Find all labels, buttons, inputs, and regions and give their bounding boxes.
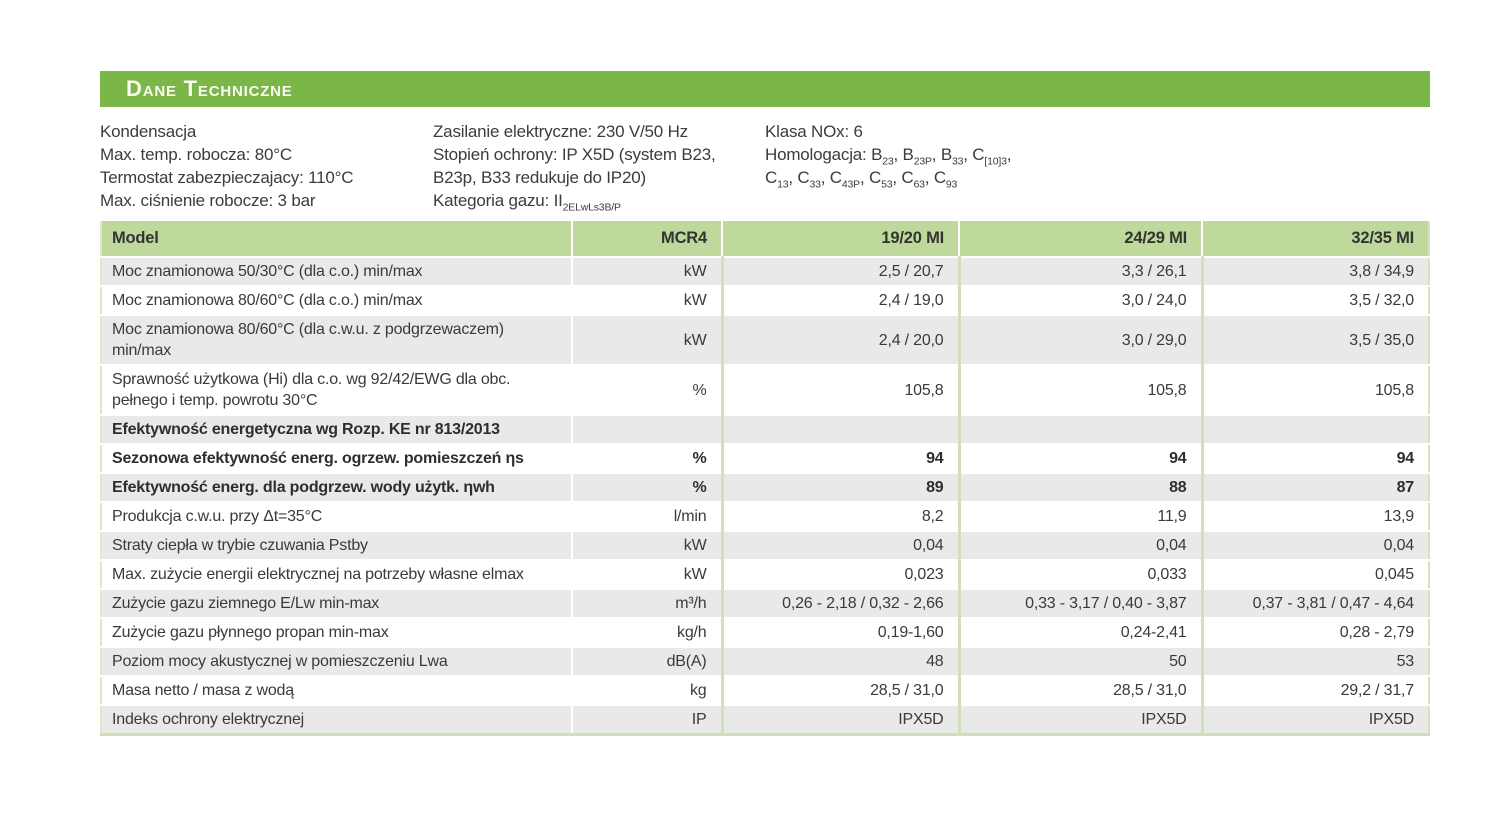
row-value: 3,5 / 32,0: [1202, 286, 1429, 315]
row-value: IPX5D: [959, 705, 1202, 735]
row-value: 2,4 / 20,0: [722, 315, 959, 365]
table-row: [101, 560, 1429, 589]
row-label: Moc znamionowa 80/60°C (dla c.w.u. z podgrzewaczem) min/max: [101, 315, 572, 365]
intro-column-electrical: [433, 120, 765, 212]
row-value: 53: [1202, 647, 1429, 676]
row-label: Zużycie gazu ziemnego E/Lw min-max: [101, 589, 572, 618]
row-unit: dB(A): [572, 647, 722, 676]
row-unit: kW: [572, 315, 722, 365]
row-unit: kW: [572, 286, 722, 315]
table-header-row: [101, 221, 1429, 257]
spec-line: Stopień ochrony: IP X5D (system B23,: [433, 145, 716, 164]
row-label: Moc znamionowa 80/60°C (dla c.o.) min/max: [101, 286, 572, 315]
row-value: 3,5 / 35,0: [1202, 315, 1429, 365]
row-value: 0,19-1,60: [722, 618, 959, 647]
spec-line: Klasa NOx: 6: [765, 122, 863, 141]
intro-column-homologation: [765, 120, 1430, 212]
row-value: 3,0 / 24,0: [959, 286, 1202, 315]
table-row: [101, 473, 1429, 502]
row-unit: %: [572, 444, 722, 473]
spec-line: $C_{13}$, $C_{33}$, $C_{43P}$, $C_{53}$, $C_{63}$, $C_{93}$: [765, 168, 958, 191]
row-value: 48: [722, 647, 959, 676]
table-row: [101, 705, 1429, 735]
spec-line: Kondensacja: [100, 122, 197, 141]
row-unit: kW: [572, 560, 722, 589]
row-value: 88: [959, 473, 1202, 502]
row-value: 0,26 - 2,18 / 0,32 - 2,66: [722, 589, 959, 618]
table-row: [101, 502, 1429, 531]
column-header-series: MCR4: [572, 221, 722, 257]
row-unit: kg: [572, 676, 722, 705]
intro-column-general: [100, 120, 433, 212]
row-value: 0,37 - 3,81 / 0,47 - 4,64: [1202, 589, 1429, 618]
row-label: Max. zużycie energii elektrycznej na potrzeby własne elmax: [101, 560, 572, 589]
row-value: 28,5 / 31,0: [959, 676, 1202, 705]
row-value: 0,24-2,41: [959, 618, 1202, 647]
row-label: Poziom mocy akustycznej w pomieszczeniu Lwa: [101, 647, 572, 676]
spec-line: Zasilanie elektryczne: 230 V/50 Hz: [433, 122, 688, 141]
row-label: Sezonowa efektywność energ. ogrzew. pomieszczeń ηs: [101, 444, 572, 473]
row-value: 0,04: [722, 531, 959, 560]
column-header-model-1: 19/20 MI: [722, 221, 959, 257]
row-value: 105,8: [1202, 365, 1429, 415]
row-unit: m³/h: [572, 589, 722, 618]
row-value: 105,8: [959, 365, 1202, 415]
row-label: Produkcja c.w.u. przy Δt=35°C: [101, 502, 572, 531]
row-value: 11,9: [959, 502, 1202, 531]
table-row: [101, 257, 1429, 286]
row-label: Moc znamionowa 50/30°C (dla c.o.) min/max: [101, 257, 572, 286]
row-label: Zużycie gazu płynnego propan min-max: [101, 618, 572, 647]
table-section-row: [101, 415, 1429, 444]
row-value: 8,2: [722, 502, 959, 531]
row-unit: %: [572, 473, 722, 502]
row-value: IPX5D: [1202, 705, 1429, 735]
technical-data-table: [100, 221, 1430, 736]
row-unit: kW: [572, 257, 722, 286]
table-row: [101, 676, 1429, 705]
row-unit: kg/h: [572, 618, 722, 647]
row-value: 0,28 - 2,79: [1202, 618, 1429, 647]
row-label: Efektywność energetyczna wg Rozp. KE nr 813/2013: [101, 415, 572, 444]
row-label: Efektywność energ. dla podgrzew. wody użytk. ηwh: [101, 473, 572, 502]
row-label: Indeks ochrony elektrycznej: [101, 705, 572, 735]
row-value: 89: [722, 473, 959, 502]
row-unit: l/min: [572, 502, 722, 531]
row-value: 94: [722, 444, 959, 473]
table-row: [101, 315, 1429, 365]
row-value: 94: [959, 444, 1202, 473]
section-title-bar: [100, 71, 1430, 107]
row-value: 28,5 / 31,0: [722, 676, 959, 705]
row-value: 0,033: [959, 560, 1202, 589]
row-value: 105,8: [722, 365, 959, 415]
row-value: 87: [1202, 473, 1429, 502]
spec-line: Termostat zabezpieczajacy: 110°C: [100, 168, 354, 187]
row-value: [722, 415, 959, 444]
row-value: 3,0 / 29,0: [959, 315, 1202, 365]
table-row: [101, 589, 1429, 618]
row-unit: IP: [572, 705, 722, 735]
row-value: 3,8 / 34,9: [1202, 257, 1429, 286]
column-header-model-2: 24/29 MI: [959, 221, 1202, 257]
row-value: 2,4 / 19,0: [722, 286, 959, 315]
table-row: [101, 444, 1429, 473]
row-label: Straty ciepła w trybie czuwania Pstby: [101, 531, 572, 560]
table-row: [101, 647, 1429, 676]
row-value: 3,3 / 26,1: [959, 257, 1202, 286]
column-header-model-3: 32/35 MI: [1202, 221, 1429, 257]
table-row: [101, 286, 1429, 315]
row-unit: %: [572, 365, 722, 415]
row-value: [959, 415, 1202, 444]
table-row: [101, 531, 1429, 560]
row-unit: kW: [572, 531, 722, 560]
row-value: 50: [959, 647, 1202, 676]
spec-line: Max. temp. robocza: 80°C: [100, 145, 292, 164]
row-value: [1202, 415, 1429, 444]
row-value: 0,04: [1202, 531, 1429, 560]
row-value: 0,045: [1202, 560, 1429, 589]
column-header-model: Model: [101, 221, 572, 257]
spec-line: B23p, B33 redukuje do IP20): [433, 168, 646, 187]
row-value: 13,9: [1202, 502, 1429, 531]
spec-line: Kategoria gazu: $II_{2ELwLs3B/P}$: [433, 191, 621, 214]
table-row: [101, 365, 1429, 415]
row-value: 29,2 / 31,7: [1202, 676, 1429, 705]
row-label: Masa netto / masa z wodą: [101, 676, 572, 705]
page-title: Dane Techniczne: [126, 76, 293, 101]
intro-specs: [100, 120, 1430, 212]
row-value: IPX5D: [722, 705, 959, 735]
spec-line: Homologacja: $B_{23}$, $B_{23P}$, $B_{33}$, $C_{[10]3}$,: [765, 145, 1012, 168]
row-value: 0,33 - 3,17 / 0,40 - 3,87: [959, 589, 1202, 618]
row-value: 94: [1202, 444, 1429, 473]
row-value: 2,5 / 20,7: [722, 257, 959, 286]
row-value: 0,023: [722, 560, 959, 589]
row-value: 0,04: [959, 531, 1202, 560]
row-label: Sprawność użytkowa (Hi) dla c.o. wg 92/42/EWG dla obc. pełnego i temp. powrotu 30°C: [101, 365, 572, 415]
row-unit: [572, 415, 722, 444]
table-row: [101, 618, 1429, 647]
spec-line: Max. ciśnienie robocze: 3 bar: [100, 191, 316, 210]
